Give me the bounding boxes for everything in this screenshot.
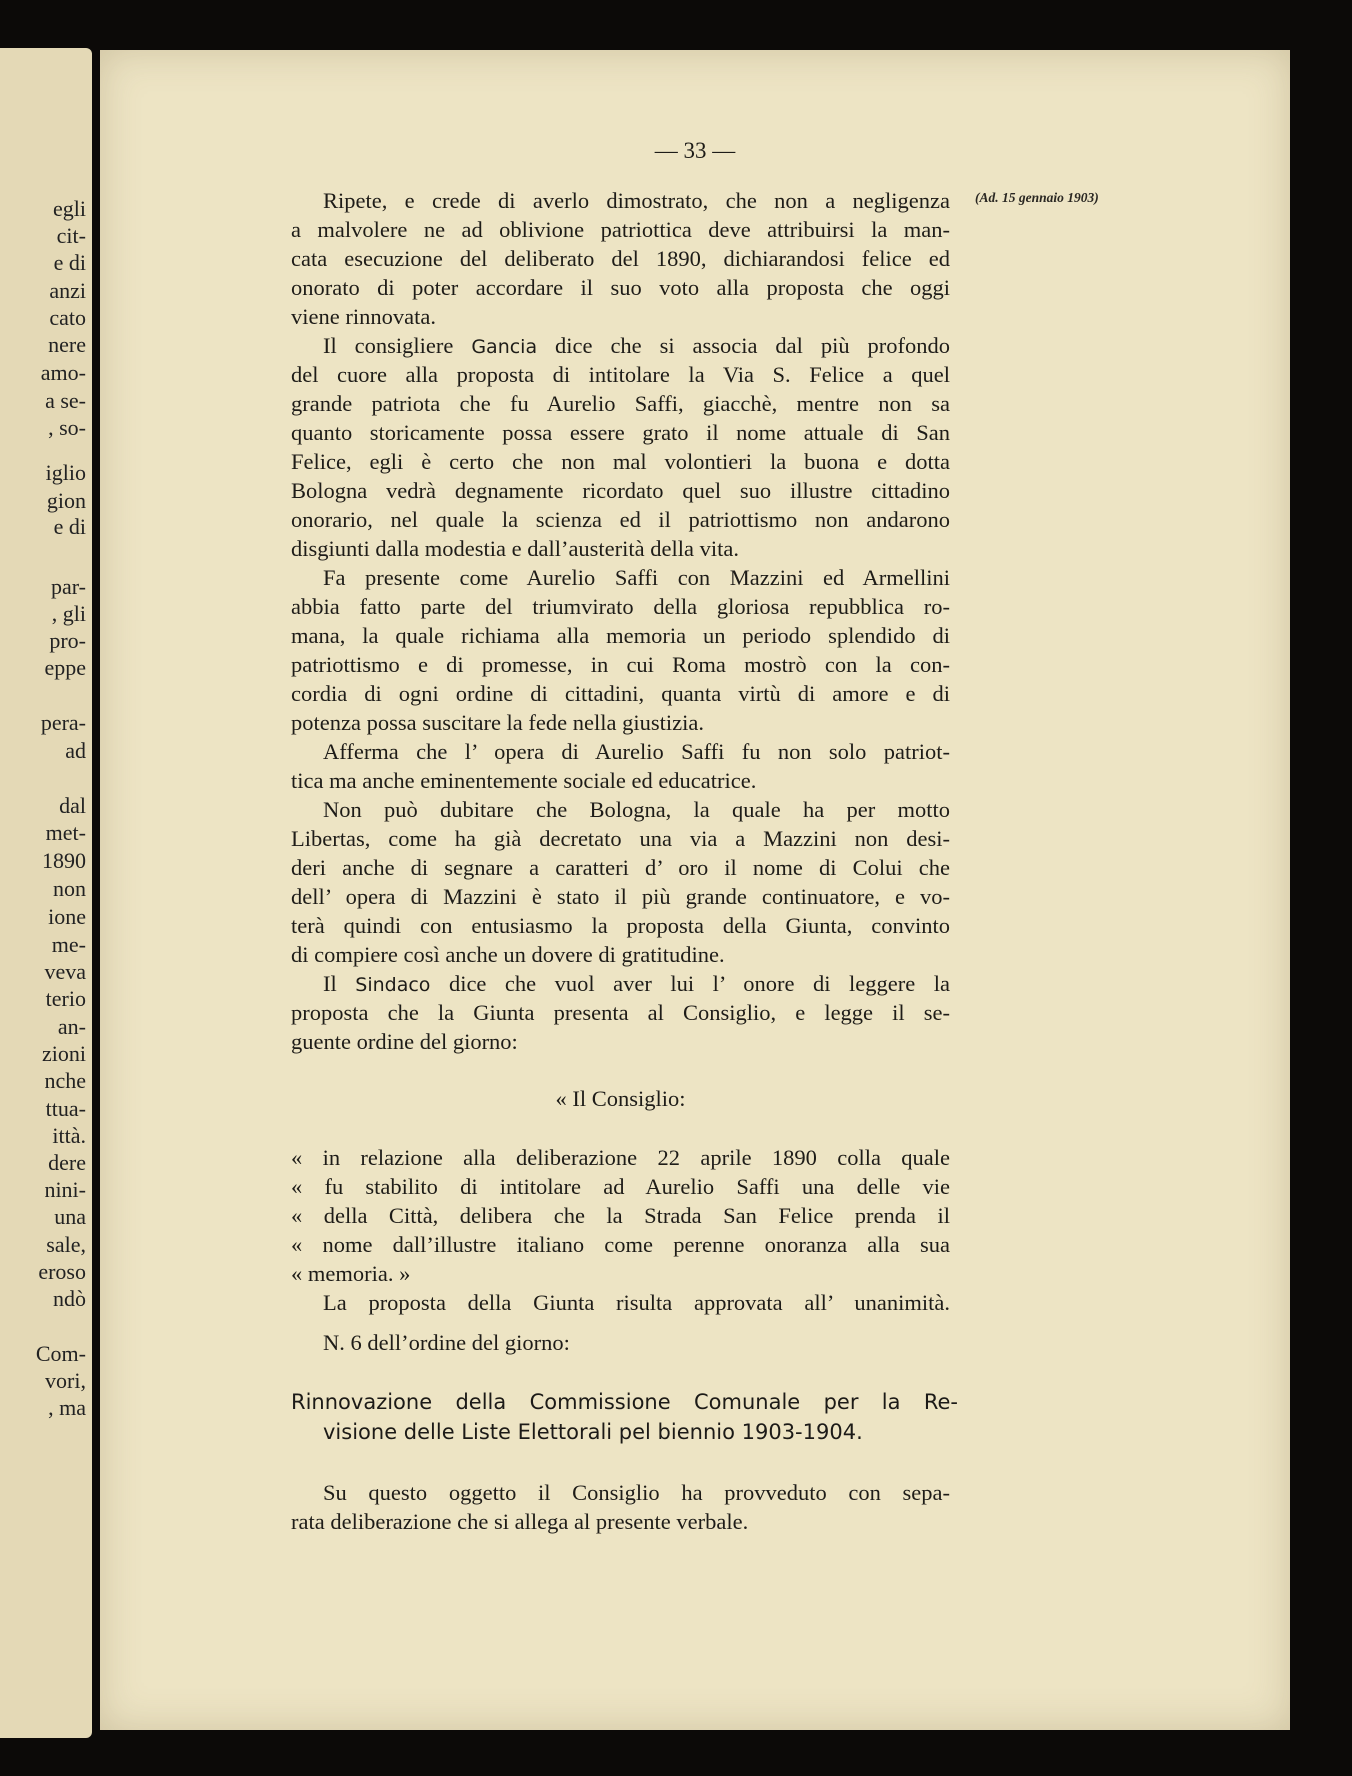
text-line: dell’ opera di Mazzini è stato il più grande continuatore, e vo- [291,884,950,909]
facing-page [0,48,92,1738]
facing-fragment: veva [44,959,86,984]
text-line: proposta che la Giunta presenta al Consiglio, e legge il se- [291,1000,950,1025]
facing-fragment: gion [46,488,86,513]
facing-fragment: non [53,876,86,901]
facing-fragment: dal [59,793,86,818]
text-line: disgiunti dalla modestia e dall’austerità della vita. [291,536,739,561]
facing-fragment: dere [48,1150,86,1175]
facing-fragment: , gli [51,601,86,626]
resolution-line: « della Città, delibera che la Strada San Felice prenda il [291,1203,950,1228]
text-line: Non può dubitare che Bologna, la quale ha per motto [323,797,950,822]
facing-fragment: , so- [48,415,86,440]
text-line: di compiere così anche un dovere di gratitudine. [291,942,725,967]
facing-fragment: ttua- [45,1096,86,1121]
text-line: onorato di poter accordare il suo voto alla proposta che oggi [291,275,950,300]
text-line: Bologna vedrà degnamente ricordato quel suo illustre cittadino [291,478,950,503]
speaker-name: Gancia [471,336,538,358]
text-line: mana, la quale richiama alla memoria un periodo splendido di [291,623,950,648]
facing-fragment: terio [45,986,86,1011]
facing-fragment: me- [51,932,86,957]
text-line: deri anche di segnare a caratteri d’ oro il nome di Colui che [291,855,950,880]
facing-fragment: e di [53,514,86,539]
facing-fragment: anzi [49,278,86,303]
text-line: Felice, egli è certo che non mal volontieri la buona e dotta [291,449,950,474]
text-line [323,969,950,998]
section-heading: Rinnovazione della Commissione Comunale per la Re- [291,1390,958,1414]
text-line [323,331,950,360]
text-line: grande patriota che fu Aurelio Saffi, giacchè, mentre non sa [291,391,950,416]
facing-fragment: nini- [44,1177,86,1202]
text-line: Su questo oggetto il Consiglio ha provveduto con sepa- [323,1480,950,1505]
text-line: Fa presente come Aurelio Saffi con Mazzini ed Armellini [323,565,950,590]
facing-fragment: , ma [48,1395,86,1420]
facing-fragment: amo- [40,360,86,385]
text-line: abbia fatto parte del triumvirato della gloriosa repubblica ro- [291,594,950,619]
facing-fragment: a se- [45,388,86,413]
agenda-item: N. 6 dell’ordine del giorno: [323,1330,570,1355]
facing-fragment: vori, [45,1368,86,1393]
resolution-title: « Il Consiglio: [555,1086,686,1111]
facing-fragment: ione [48,904,86,929]
facing-fragment: Com- [35,1341,86,1366]
facing-fragment: ad [65,738,86,763]
page-number: — 33 — [654,138,736,163]
text-line: quanto storicamente possa essere grato il nome attuale di San [291,420,950,445]
facing-fragment: zioni [42,1041,86,1066]
facing-fragment: nere [48,332,86,357]
facing-fragment: iglio [45,460,86,485]
speaker-text: dice che si associa dal più profondo [555,333,951,358]
side-note-date: (Ad. 15 gennaio 1903) [975,190,1099,205]
document-page [100,50,1290,1730]
resolution-line: « nome dall’illustre italiano come perenne onoranza alla sua [291,1232,950,1257]
text-line: tica ma anche eminentemente sociale ed educatrice. [291,768,757,793]
text-line: Libertas, come ha già decretato una via a Mazzini non desi- [291,826,950,851]
facing-fragment: cit- [56,223,86,248]
approval-line: La proposta della Giunta risulta approvata all’ unanimità. [323,1290,950,1315]
text-line: cordia di ogni ordine di cittadini, quanta virtù di amore e di [291,681,950,706]
facing-fragment: eppe [44,655,86,680]
text-line: Ripete, e crede di averlo dimostrato, che non a negligenza [323,188,950,213]
facing-fragment: met- [45,820,86,845]
facing-fragment: ndò [53,1286,86,1311]
text-line: guente ordine del giorno: [291,1029,518,1054]
text-line: a malvolere ne ad oblivione patriottica deve attribuirsi la man- [291,217,950,242]
text-line: del cuore alla proposta di intitolare la Via S. Felice a quel [291,362,950,387]
resolution-line: « memoria. » [291,1261,411,1286]
facing-fragment: cato [49,305,86,330]
speaker-name: Sindaco [355,974,431,996]
text-line: terà quindi con entusiasmo la proposta della Giunta, convinto [291,913,950,938]
facing-fragment: e di [53,250,86,275]
speaker-intro: Il [323,971,337,996]
text-line: viene rinnovata. [291,304,436,329]
facing-fragment: an- [57,1014,86,1039]
section-heading: visione delle Liste Elettorali pel biennio 1903-1904. [323,1420,863,1444]
text-line: potenza possa suscitare la fede nella giustizia. [291,710,704,735]
facing-fragment: nche [44,1068,86,1093]
text-line: rata deliberazione che si allega al presente verbale. [291,1509,749,1534]
text-line: Afferma che l’ opera di Aurelio Saffi fu non solo patriot- [323,739,950,764]
text-line: cata esecuzione del deliberato del 1890, dichiarandosi felice ed [291,246,950,271]
facing-fragment: pera- [40,710,86,735]
facing-fragment: egli [53,196,86,221]
facing-fragment: pro- [49,628,86,653]
text-line: onorario, nel quale la scienza ed il patriottismo non andarono [291,507,950,532]
resolution-line: « in relazione alla deliberazione 22 aprile 1890 colla quale [291,1145,950,1170]
speaker-intro: Il consigliere [323,333,454,358]
facing-fragment: una [54,1204,86,1229]
facing-fragment: par- [51,574,86,599]
text-line: patriottismo e di promesse, in cui Roma mostrò con la con- [291,652,950,677]
facing-fragment: ittà. [52,1123,86,1148]
facing-fragment: 1890 [42,848,86,873]
resolution-line: « fu stabilito di intitolare ad Aurelio Saffi una delle vie [291,1174,950,1199]
facing-fragment: sale, [46,1232,86,1257]
speaker-text: dice che vuol aver lui l’ onore di leggere la [448,971,950,996]
facing-fragment: eroso [38,1259,86,1284]
